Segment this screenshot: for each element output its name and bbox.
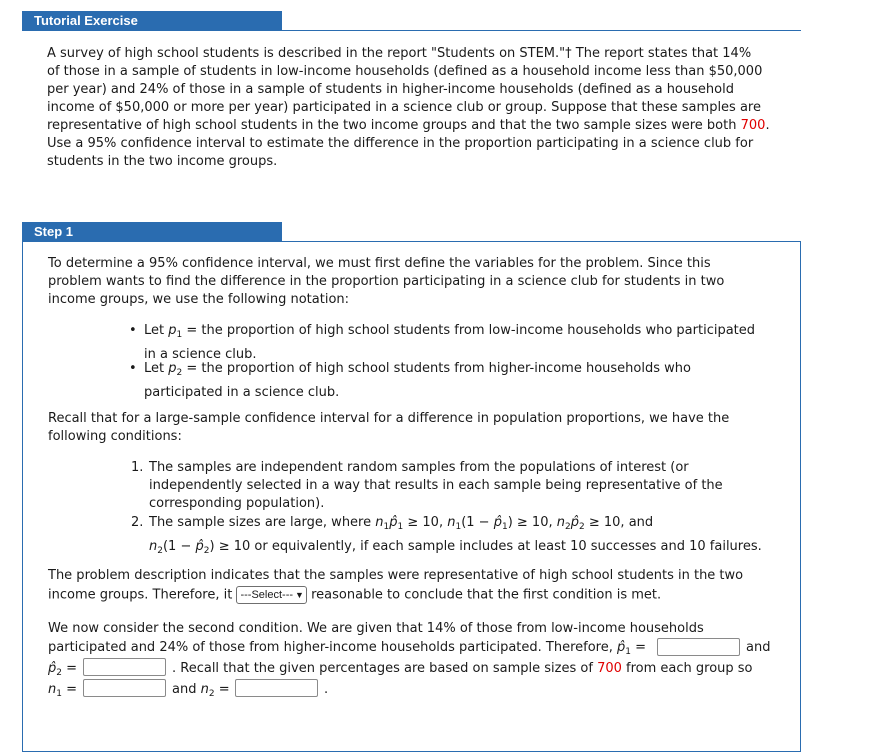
step-text: following conditions: xyxy=(48,429,182,444)
condition-1: 1. The samples are independent random samples from the populations of interest (or independently selected in a way that results in each sample being representative of the corresponding population). xyxy=(131,460,723,511)
step-text: participated and 24% of those from higher-income households participated. Therefore, $p̂_1$ = xyxy=(48,640,647,657)
intro-line: income of $50,000 or more per year) participated in a science club or group. Suppose that these samples are xyxy=(47,100,761,115)
step-text: income groups. Therefore, it ---Select--- ▼ reasonable to conclude that the first condition is met. xyxy=(48,587,662,603)
tutorial-header-rule xyxy=(22,30,801,31)
condition-2: 2. The sample sizes are large, where $n_1p̂_1 \ge 10$, $n_1(1$ − $p̂_1) \ge 10$, $n_2p̂_2 \ge 10$, and $n_2(1$ − $p̂_2) \ge 10$ or equivalently, if each sample includes at least 10 successes and 10 failures. xyxy=(131,515,762,556)
step-1-tab: Step 1 xyxy=(22,222,282,242)
intro-line: representative of high school students in the two income groups and that the two sample sizes were both 700. xyxy=(47,118,770,133)
p-hat-2-label: $p̂_2$ = xyxy=(48,661,78,678)
condition-select[interactable]: ---Select--- ▼ xyxy=(236,586,306,604)
notation-bullet-p1: • Let $p_1$ = the proportion of high school students from low-income households who participated in a science club. xyxy=(129,323,756,362)
step-text: Recall that for a large-sample confidence interval for a difference in population proportions, we have the xyxy=(48,411,730,426)
step-text: We now consider the second condition. We are given that 14% of those from low-income households xyxy=(48,621,704,636)
n2-label: and $n_2$ = xyxy=(172,682,230,699)
chevron-down-icon: ▼ xyxy=(295,590,304,600)
tutorial-exercise-tab: Tutorial Exercise xyxy=(22,11,282,31)
step-text: To determine a 95% confidence interval, we must first define the variables for the problem. Since this xyxy=(48,256,711,271)
step-text: problem wants to find the difference in the proportion participating in a science club for students in two xyxy=(48,274,725,289)
notation-bullet-p2: • Let $p_2$ = the proportion of high school students from higher-income households who participated in a science club. xyxy=(129,361,691,400)
intro-line: of those in a sample of students in low-income households (defined as a household income less than $50,000 xyxy=(47,64,763,79)
sample-size-value: 700 xyxy=(597,661,622,676)
intro-line: Use a 95% confidence interval to estimate the difference in the proportion participating in a science club for xyxy=(47,136,754,151)
period: . xyxy=(324,682,329,697)
n1-label: $n_1$ = xyxy=(48,682,78,699)
intro-line: A survey of high school students is described in the report "Students on STEM."† The report states that 14% xyxy=(47,46,752,61)
p-hat-1-input[interactable] xyxy=(657,638,740,656)
step-text: . Recall that the given percentages are based on sample sizes of 700 from each group so xyxy=(172,661,753,676)
and-label: and xyxy=(746,640,771,655)
n2-input[interactable] xyxy=(235,679,318,697)
n1-input[interactable] xyxy=(83,679,166,697)
sample-size-value: 700 xyxy=(740,118,766,133)
intro-line: per year) and 24% of those in a sample of students in higher-income households (defined as a household xyxy=(47,82,734,97)
step-text: The problem description indicates that the samples were representative of high school students in the two xyxy=(48,568,744,583)
step-text: income groups, we use the following notation: xyxy=(48,292,350,307)
p-hat-2-input[interactable] xyxy=(83,658,166,676)
intro-line: students in the two income groups. xyxy=(47,154,278,169)
